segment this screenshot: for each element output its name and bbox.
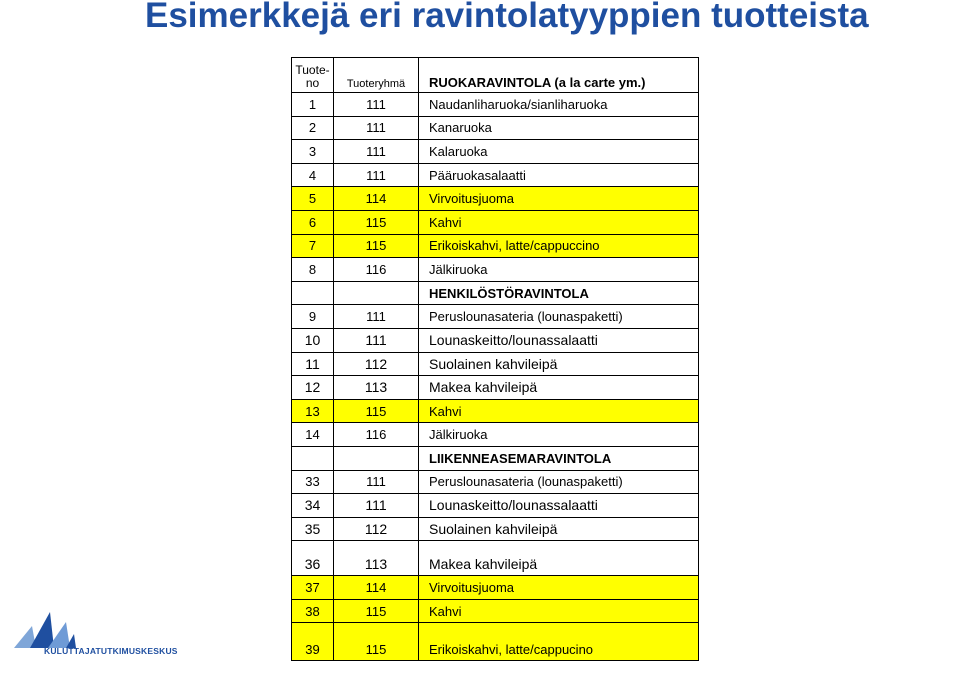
product-name-cell: Kanaruoka [419,116,699,140]
product-no-cell: 9 [292,305,334,329]
product-no-cell: 7 [292,234,334,258]
product-name-cell: Lounaskeitto/lounassalaatti [419,328,699,352]
product-group-cell: 114 [334,187,419,211]
table-row [292,305,699,329]
page-title: Esimerkkejä eri ravintolatyyppien tuotteista [145,0,869,35]
table-row [292,623,699,661]
product-group-cell: 111 [334,494,419,518]
header-product-no: Tuote- no [292,58,334,93]
product-group-cell [334,446,419,470]
product-no-cell: 1 [292,93,334,117]
product-no-cell: 12 [292,376,334,400]
section-header-row [292,446,699,470]
table-row [292,599,699,623]
product-name-cell: Kalaruoka [419,140,699,164]
product-group-cell: 111 [334,116,419,140]
product-group-cell [334,281,419,305]
product-name-cell: Erikoiskahvi, latte/cappucino [419,623,699,661]
product-name-cell: HENKILÖSTÖRAVINTOLA [419,281,699,305]
table-row [292,140,699,164]
product-name-cell: Lounaskeitto/lounassalaatti [419,494,699,518]
product-no-cell: 13 [292,399,334,423]
product-name-cell: Virvoitusjuoma [419,576,699,600]
product-group-cell: 111 [334,470,419,494]
product-group-cell: 114 [334,576,419,600]
product-no-cell: 34 [292,494,334,518]
product-no-cell: 10 [292,328,334,352]
table-row [292,234,699,258]
product-table [291,57,699,661]
product-name-cell: Kahvi [419,210,699,234]
product-no-cell: 37 [292,576,334,600]
header-restaurant-type: RUOKARAVINTOLA (a la carte ym.) [419,58,699,93]
product-group-cell: 111 [334,305,419,329]
product-group-cell: 115 [334,234,419,258]
product-name-cell: Jälkiruoka [419,423,699,447]
product-no-cell: 14 [292,423,334,447]
product-group-cell: 115 [334,599,419,623]
product-group-cell: 112 [334,517,419,541]
table-row [292,517,699,541]
table-row [292,470,699,494]
product-no-cell: 33 [292,470,334,494]
product-no-cell: 11 [292,352,334,376]
product-group-cell: 111 [334,93,419,117]
product-name-cell: Erikoiskahvi, latte/cappuccino [419,234,699,258]
product-group-cell: 113 [334,376,419,400]
product-group-cell: 115 [334,399,419,423]
product-group-cell: 115 [334,623,419,661]
product-no-cell: 4 [292,163,334,187]
product-group-cell: 116 [334,258,419,282]
section-header-row [292,281,699,305]
product-group-cell: 112 [334,352,419,376]
table-row [292,352,699,376]
product-group-cell: 111 [334,140,419,164]
table-row [292,328,699,352]
product-no-cell: 6 [292,210,334,234]
product-name-cell: LIIKENNEASEMARAVINTOLA [419,446,699,470]
product-name-cell: Jälkiruoka [419,258,699,282]
product-name-cell: Virvoitusjuoma [419,187,699,211]
product-group-cell: 113 [334,541,419,576]
product-no-cell: 5 [292,187,334,211]
table-row [292,210,699,234]
product-name-cell: Pääruokasalaatti [419,163,699,187]
product-no-cell: 8 [292,258,334,282]
table-row [292,116,699,140]
product-no-cell [292,446,334,470]
product-name-cell: Naudanliharuoka/sianliharuoka [419,93,699,117]
product-group-cell: 116 [334,423,419,447]
table-row [292,376,699,400]
product-name-cell: Kahvi [419,599,699,623]
product-no-cell: 35 [292,517,334,541]
product-group-cell: 111 [334,328,419,352]
product-name-cell: Makea kahvileipä [419,541,699,576]
product-name-cell: Suolainen kahvileipä [419,517,699,541]
table-header-row [292,58,699,93]
product-group-cell: 111 [334,163,419,187]
logo-text: KULUTTAJATUTKIMUSKESKUS [44,646,178,656]
product-no-cell: 3 [292,140,334,164]
header-product-group: Tuoteryhmä [334,58,419,93]
product-name-cell: Peruslounasateria (lounaspaketti) [419,470,699,494]
product-name-cell: Peruslounasateria (lounaspaketti) [419,305,699,329]
product-name-cell: Suolainen kahvileipä [419,352,699,376]
table-row [292,93,699,117]
table-row [292,187,699,211]
table-row [292,494,699,518]
product-no-cell: 36 [292,541,334,576]
product-no-cell: 2 [292,116,334,140]
table-row [292,576,699,600]
product-no-cell [292,281,334,305]
table-row [292,423,699,447]
table-row [292,399,699,423]
product-no-cell: 38 [292,599,334,623]
product-name-cell: Makea kahvileipä [419,376,699,400]
product-group-cell: 115 [334,210,419,234]
table-row [292,541,699,576]
table-row [292,258,699,282]
product-name-cell: Kahvi [419,399,699,423]
product-no-cell: 39 [292,623,334,661]
table-row [292,163,699,187]
